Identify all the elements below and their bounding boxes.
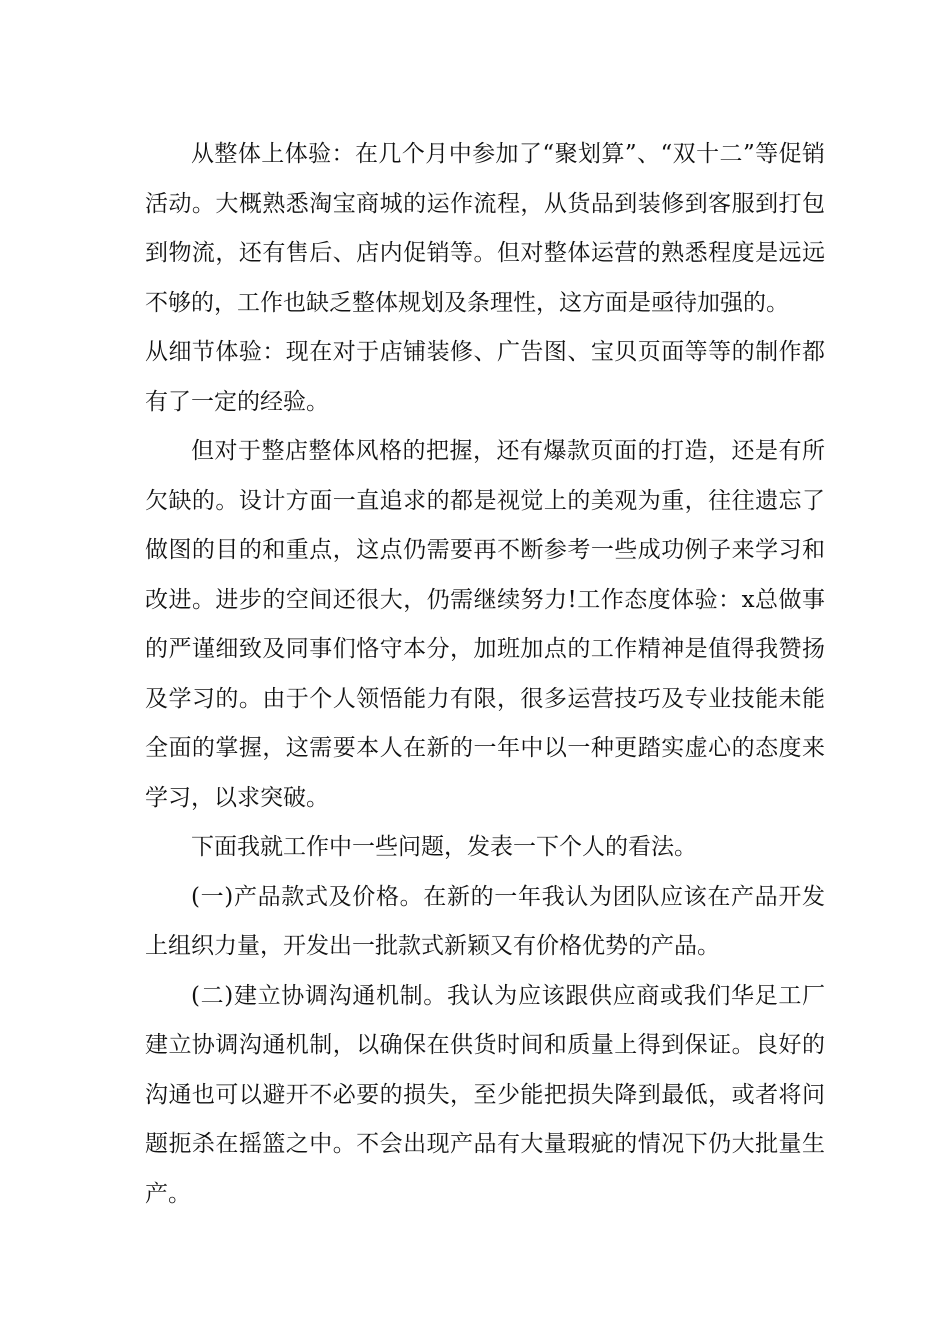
paragraph-product-style-price: (一)产品款式及价格。在新的一年我认为团队应该在产品开发上组织力量，开发出一批款式新颖又有价格优势的产品。 (145, 883, 825, 959)
document-body (145, 130, 825, 1219)
paragraph-detail-experience: 从细节体验：现在对于店铺装修、广告图、宝贝页面等等的制作都有了一定的经验。 (145, 339, 825, 415)
paragraph-communication-mechanism: (二)建立协调沟通机制。我认为应该跟供应商或我们华足工厂建立协调沟通机制，以确保在供货时间和质量上得到保证。良好的沟通也可以避开不必要的损失，至少能把损失降到最低，或者将问题扼杀在摇篮之中。不会出现产品有大量瑕疵的情况下仍大批量生产。 (145, 982, 825, 1207)
paragraph-issues-intro: 下面我就工作中一些问题，发表一下个人的看法。 (191, 834, 697, 860)
paragraph-overall-experience: 从整体上体验：在几个月中参加了“聚划算”、“双十二”等促销活动。大概熟悉淘宝商城的运作流程，从货品到装修到客服到打包到物流，还有售后、店内促销等。但对整体运营的熟悉程度是远远不够的，工作也缺乏整体规划及条理性，这方面是亟待加强的。 (145, 141, 825, 316)
paragraph-style-and-attitude: 但对于整店整体风格的把握，还有爆款页面的打造，还是有所欠缺的。设计方面一直追求的都是视觉上的美观为重，往往遗忘了做图的目的和重点，这点仍需要再不断参考一些成功例子来学习和改进。进步的空间还很大，仍需继续努力!工作态度体验：x总做事的严谨细致及同事们恪守本分，加班加点的工作精神是值得我赞扬及学习的。由于个人领悟能力有限，很多运营技巧及专业技能未能全面的掌握，这需要本人在新的一年中以一种更踏实虚心的态度来学习，以求突破。 (145, 438, 825, 811)
